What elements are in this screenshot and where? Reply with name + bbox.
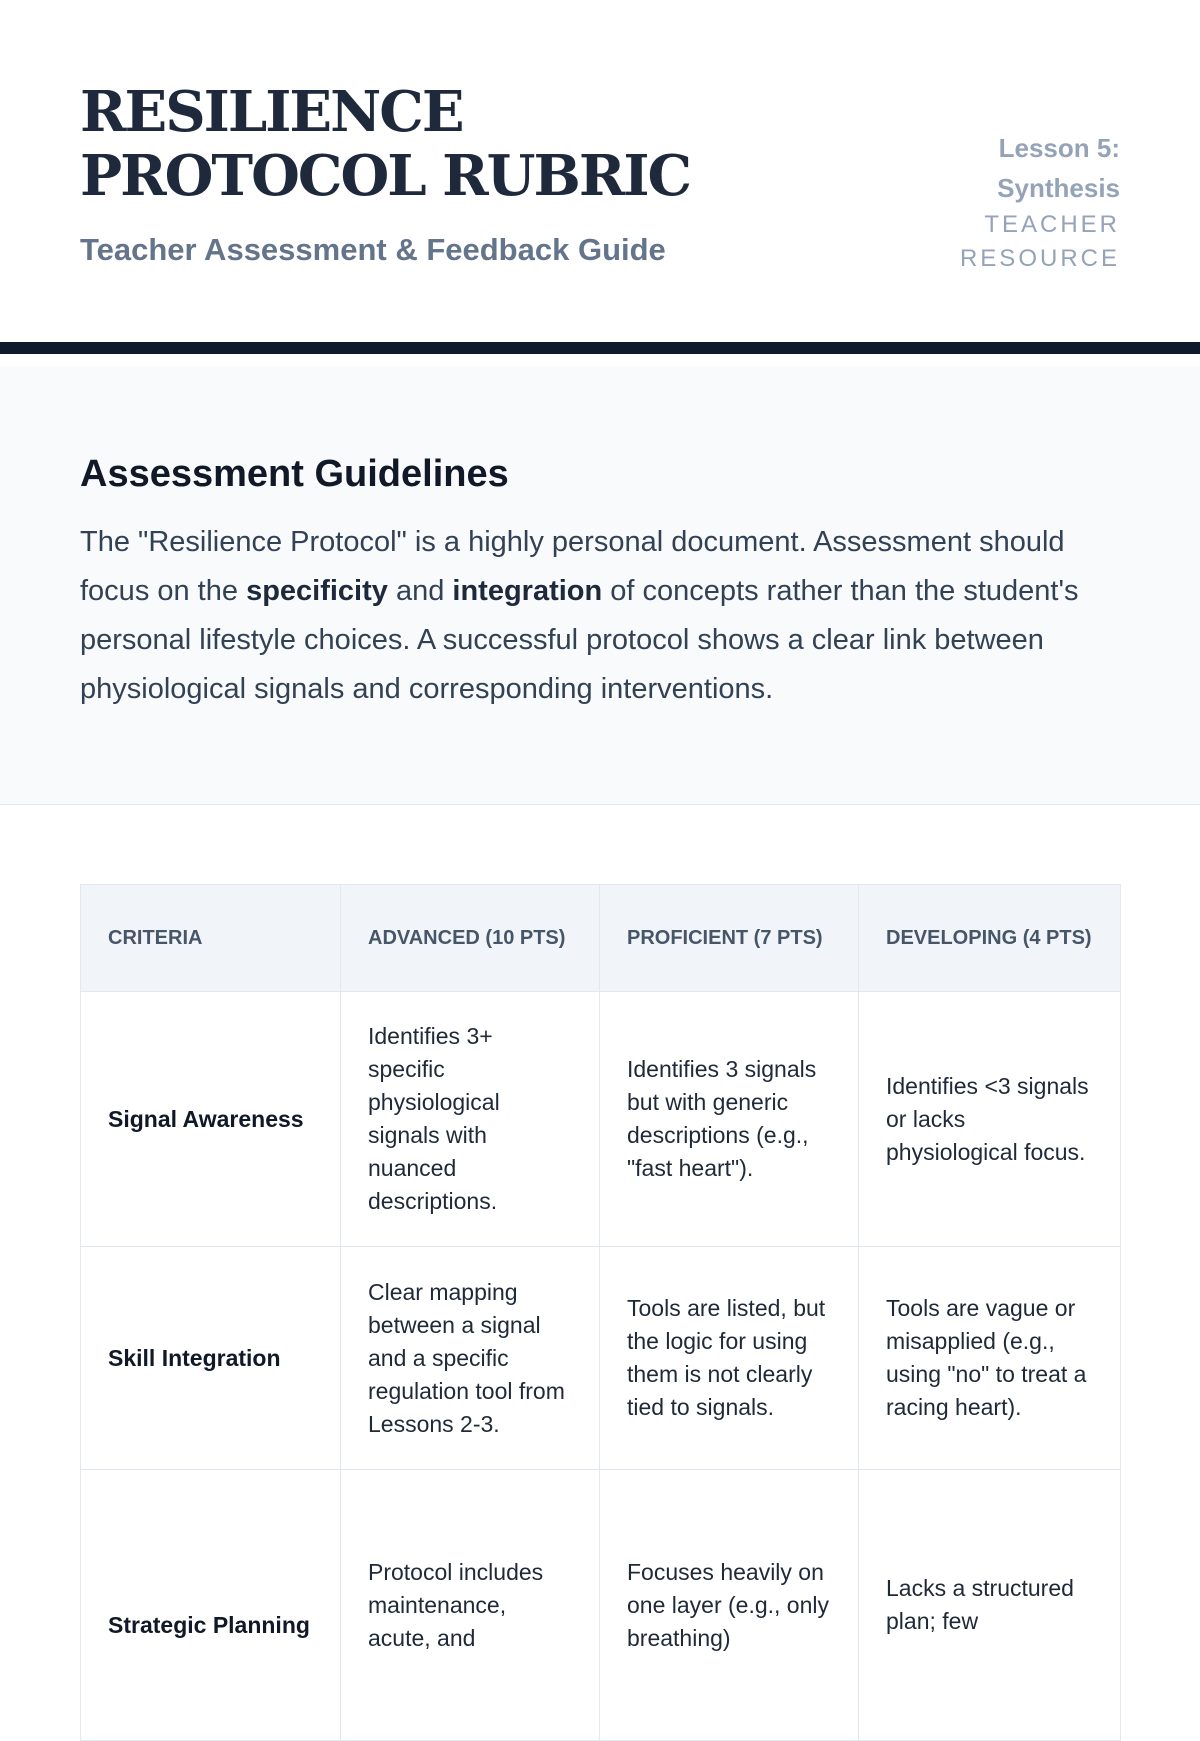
advanced-cell: Clear mapping between a signal and a specific regulation tool from Lessons 2-3.: [341, 1247, 600, 1470]
table-row: [81, 992, 1121, 1247]
document-subtitle: Teacher Assessment & Feedback Guide: [80, 232, 666, 267]
guidelines-text-part: and: [387, 575, 453, 607]
document-title: RESILIENCE PROTOCOL RUBRIC: [80, 79, 691, 209]
guidelines-emphasis-specificity: specificity: [246, 575, 388, 607]
table-row: [81, 1247, 1121, 1470]
column-header-criteria: CRITERIA: [81, 885, 341, 992]
proficient-cell: Tools are listed, but the logic for using them is not clearly tied to signals.: [600, 1247, 859, 1470]
developing-cell: Tools are vague or misapplied (e.g., using "no" to treat a racing heart).: [859, 1247, 1121, 1470]
column-header-advanced: ADVANCED (10 PTS): [341, 885, 600, 992]
resource-tag: TEACHER RESOURCE: [959, 211, 1120, 272]
lesson-label: Lesson 5: Synthesis: [997, 133, 1120, 203]
criteria-cell: Strategic Planning: [81, 1470, 341, 1741]
guidelines-text: [80, 518, 1120, 714]
developing-cell: Identifies <3 signals or lacks physiological focus.: [859, 992, 1121, 1247]
document-meta: [900, 128, 1120, 276]
criteria-cell: Skill Integration: [81, 1247, 341, 1470]
table-row: [81, 1470, 1121, 1741]
developing-cell: Lacks a structured plan; few: [859, 1470, 1121, 1741]
guidelines-heading: Assessment Guidelines: [80, 453, 509, 495]
advanced-cell: Protocol includes maintenance, acute, and: [341, 1470, 600, 1741]
proficient-cell: Focuses heavily on one layer (e.g., only breathing): [600, 1470, 859, 1741]
guidelines-text-part: The "Resilience Protocol" is a highly personal document. Assessment should focus on the: [80, 526, 1065, 607]
criteria-cell: Signal Awareness: [81, 992, 341, 1247]
guidelines-emphasis-integration: integration: [452, 575, 603, 607]
document-header: [0, 0, 1200, 354]
assessment-guidelines: [0, 366, 1200, 805]
column-header-developing: DEVELOPING (4 PTS): [859, 885, 1121, 992]
column-header-proficient: PROFICIENT (7 PTS): [600, 885, 859, 992]
rubric-header-row: [81, 885, 1121, 992]
rubric-table: [80, 884, 1121, 1741]
guidelines-text-part: of concepts rather than the student's personal lifestyle choices. A successful protocol shows a clear link between physiological signals and corresponding interventions.: [80, 575, 1079, 705]
advanced-cell: Identifies 3+ specific physiological signals with nuanced descriptions.: [341, 992, 600, 1247]
proficient-cell: Identifies 3 signals but with generic descriptions (e.g., "fast heart").: [600, 992, 859, 1247]
